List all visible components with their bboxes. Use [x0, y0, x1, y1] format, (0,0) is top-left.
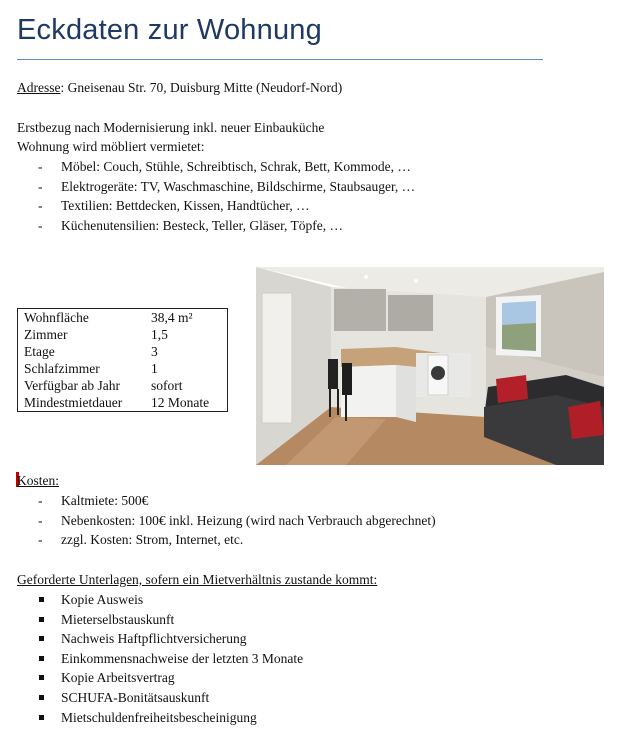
fact-value: 38,4 m²	[151, 310, 193, 325]
address-line	[17, 78, 342, 97]
table-row	[18, 343, 228, 360]
fact-value: 3	[151, 344, 158, 359]
apartment-facts-table	[17, 308, 228, 412]
fact-key: Wohnfläche	[24, 310, 89, 325]
list-item: - Kaltmiete: 500€	[0, 491, 436, 511]
list-item: Kopie Arbeitsvertrag	[0, 668, 303, 688]
fact-value: 1,5	[151, 327, 168, 342]
furnishing-list	[0, 157, 415, 235]
address-value: : Gneisenau Str. 70, Duisburg Mitte (Neudorf-Nord)	[60, 80, 343, 95]
address-label: Adresse	[17, 80, 61, 95]
list-item: - Möbel: Couch, Stühle, Schreibtisch, Schrak, Bett, Kommode, …	[0, 157, 415, 177]
intro-line-1: Erstbezug nach Modernisierung inkl. neuer Einbauküche	[17, 120, 325, 135]
list-item: Kopie Ausweis	[0, 590, 303, 610]
apartment-photo	[256, 267, 604, 465]
title-divider	[17, 59, 543, 60]
list-item: Mieterselbstauskunft	[0, 610, 303, 630]
costs-list	[0, 491, 436, 550]
list-item: - Elektrogeräte: TV, Waschmaschine, Bildschirme, Staubsauger, …	[0, 177, 415, 197]
list-item: - Nebenkosten: 100€ inkl. Heizung (wird nach Verbrauch abgerechnet)	[0, 511, 436, 531]
fact-value: 1	[151, 361, 158, 376]
table-row	[18, 394, 228, 412]
list-item: - Textilien: Bettdecken, Kissen, Handtücher, …	[0, 196, 415, 216]
intro-line-2: Wohnung wird möbliert vermietet:	[17, 139, 205, 154]
table-row	[18, 360, 228, 377]
list-item: Mietschuldenfreiheitsbescheinigung	[0, 708, 303, 728]
page-title: Eckdaten zur Wohnung	[17, 14, 322, 46]
table-row	[18, 326, 228, 343]
list-item: - zzgl. Kosten: Strom, Internet, etc.	[0, 530, 436, 550]
fact-key: Mindestmietdauer	[24, 395, 123, 410]
documents-list	[0, 590, 303, 727]
list-item: Einkommensnachweise der letzten 3 Monate	[0, 649, 303, 669]
fact-key: Zimmer	[24, 327, 68, 342]
table-row	[18, 309, 228, 327]
fact-key: Etage	[24, 344, 55, 359]
costs-heading: Kosten:	[17, 473, 59, 488]
fact-key: Schlafzimmer	[24, 361, 100, 376]
list-item: - Küchenutensilien: Besteck, Teller, Gläser, Töpfe, …	[0, 216, 415, 236]
table-row	[18, 377, 228, 394]
list-item: Nachweis Haftpflichtversicherung	[0, 629, 303, 649]
documents-heading: Geforderte Unterlagen, sofern ein Mietverhältnis zustande kommt:	[17, 572, 378, 587]
fact-value: 12 Monate	[151, 395, 210, 410]
fact-key: Verfügbar ab Jahr	[24, 378, 120, 393]
fact-value: sofort	[151, 378, 183, 393]
list-item: SCHUFA-Bonitätsauskunft	[0, 688, 303, 708]
